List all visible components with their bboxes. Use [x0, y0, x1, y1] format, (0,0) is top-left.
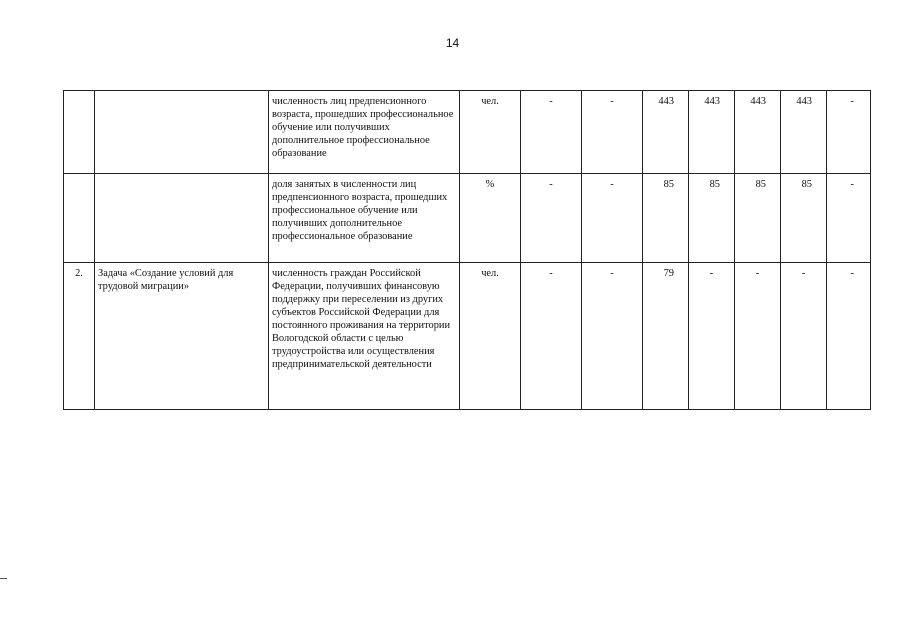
indicator-cell: численность граждан Российской Федерации, получивших финансовую поддержку при переселении из других субъектов Российской Федерации для постоянного проживания на территории Вологодской области с целью трудоустройства или осуществления предпринимательской деятельности [269, 263, 460, 410]
value-cell: - [827, 263, 871, 410]
unit-cell: чел. [460, 263, 521, 410]
unit-cell: чел. [460, 91, 521, 174]
value-cell: - [582, 174, 643, 263]
value-cell: - [827, 174, 871, 263]
table-row [64, 174, 871, 263]
value-cell: - [521, 263, 582, 410]
row-number-cell: 2. [64, 263, 95, 410]
value-cell: - [521, 91, 582, 174]
indicator-cell: доля занятых в численности лиц предпенсионного возраста, прошедших профессиональное обучение или получивших дополнительное профессиональное образование [269, 174, 460, 263]
value-cell: - [582, 263, 643, 410]
indicator-cell: численность лиц предпенсионного возраста, прошедших профессиональное обучение или получивших дополнительное профессиональное образование [269, 91, 460, 174]
task-cell [95, 174, 269, 263]
table-row [64, 91, 871, 174]
value-cell: - [521, 174, 582, 263]
value-cell: 443 [689, 91, 735, 174]
value-cell: - [735, 263, 781, 410]
value-cell: 443 [643, 91, 689, 174]
value-cell: 85 [643, 174, 689, 263]
indicators-table [63, 90, 871, 410]
value-cell: - [689, 263, 735, 410]
value-cell: 85 [689, 174, 735, 263]
value-cell: - [781, 263, 827, 410]
page-number: 14 [445, 36, 460, 50]
value-cell: 443 [781, 91, 827, 174]
margin-mark [0, 578, 7, 579]
value-cell: 443 [735, 91, 781, 174]
value-cell: 85 [781, 174, 827, 263]
row-number-cell [64, 174, 95, 263]
table-row [64, 263, 871, 410]
value-cell: 85 [735, 174, 781, 263]
task-cell: Задача «Создание условий для трудовой миграции» [95, 263, 269, 410]
unit-cell: % [460, 174, 521, 263]
value-cell: 79 [643, 263, 689, 410]
row-number-cell [64, 91, 95, 174]
value-cell: - [827, 91, 871, 174]
task-cell [95, 91, 269, 174]
value-cell: - [582, 91, 643, 174]
